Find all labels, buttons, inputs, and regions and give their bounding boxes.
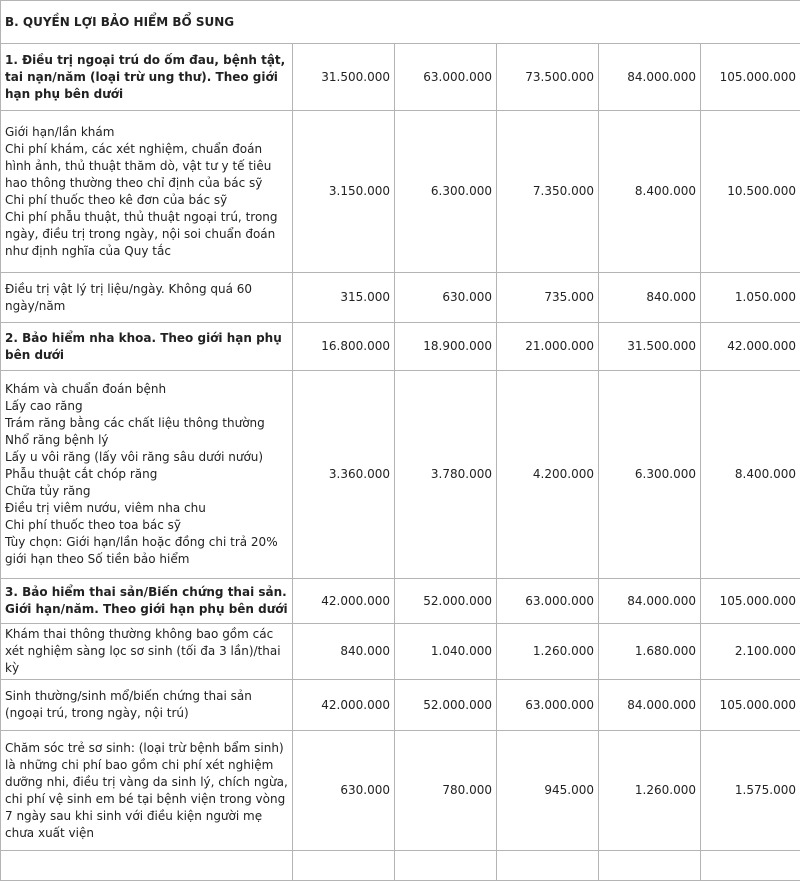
- benefit-amount-plan-1: 31.500.000: [293, 44, 395, 111]
- benefit-row: [1, 273, 800, 323]
- benefit-amount-plan-2: 52.000.000: [395, 579, 497, 624]
- benefit-amount-plan-2: 630.000: [395, 273, 497, 323]
- benefit-amount-plan-5: 105.000.000: [701, 579, 800, 624]
- benefit-amount-plan-4: 8.400.000: [599, 111, 701, 273]
- description-line: Điều trị vật lý trị liệu/ngày. Không quá 60 ngày/năm: [5, 281, 288, 315]
- benefit-amount-plan-3: 73.500.000: [497, 44, 599, 111]
- description-line: Khám thai thông thường không bao gồm các xét nghiệm sàng lọc sơ sinh (tối đa 3 lần)/thai kỳ: [5, 626, 288, 677]
- description-line: Sinh thường/sinh mổ/biến chứng thai sản (ngoại trú, trong ngày, nội trú): [5, 688, 288, 722]
- benefit-row: [1, 371, 800, 579]
- benefit-amount-plan-3: 735.000: [497, 273, 599, 323]
- benefit-amount-plan-2: 52.000.000: [395, 680, 497, 731]
- benefit-amount-plan-2: 18.900.000: [395, 323, 497, 371]
- description-line: Khám và chuẩn đoán bệnh: [5, 381, 288, 398]
- benefit-amount-plan-5: 42.000.000: [701, 323, 800, 371]
- benefit-amount-plan-1: 840.000: [293, 624, 395, 680]
- benefit-description: [1, 371, 293, 579]
- benefit-row: [1, 44, 800, 111]
- benefit-amount-plan-2: 6.300.000: [395, 111, 497, 273]
- benefit-amount-plan-2: 3.780.000: [395, 371, 497, 579]
- benefit-amount-plan-2: 1.040.000: [395, 624, 497, 680]
- benefit-amount-plan-3: 7.350.000: [497, 111, 599, 273]
- benefit-amount-plan-5: 8.400.000: [701, 371, 800, 579]
- benefit-row: [1, 731, 800, 851]
- benefit-description: [1, 731, 293, 851]
- description-line: 3. Bảo hiểm thai sản/Biến chứng thai sản. Giới hạn/năm. Theo giới hạn phụ bên dưới: [5, 584, 288, 618]
- benefit-description: [1, 273, 293, 323]
- description-line: Chăm sóc trẻ sơ sinh: (loại trừ bệnh bẩm sinh) là những chi phí bao gồm chi phí xét nghiệm dưỡng nhi, điều trị vàng da sinh lý, chích ngừa, chi phí vệ sinh em bé tại bệnh viện trong vòng 7 ngày sau khi sinh với điều kiện người mẹ chưa xuất viện: [5, 740, 288, 842]
- benefit-description: [1, 111, 293, 273]
- benefit-amount-plan-1: 315.000: [293, 273, 395, 323]
- benefit-amount-plan-4: 84.000.000: [599, 44, 701, 111]
- description-line: Chi phí thuốc theo kê đơn của bác sỹ: [5, 192, 288, 209]
- benefit-amount-plan-3: 63.000.000: [497, 579, 599, 624]
- benefit-row: [1, 680, 800, 731]
- section-header-row: [1, 1, 800, 44]
- benefit-amount-plan-4: 6.300.000: [599, 371, 701, 579]
- benefit-amount-plan-4: 84.000.000: [599, 680, 701, 731]
- benefit-description: [1, 579, 293, 624]
- benefit-amount-plan-1: 630.000: [293, 731, 395, 851]
- benefit-amount-plan-5: 10.500.000: [701, 111, 800, 273]
- description-line: Tùy chọn: Giới hạn/lần hoặc đồng chi trả 20% giới hạn theo Số tiền bảo hiểm: [5, 534, 288, 568]
- benefit-row: [1, 624, 800, 680]
- description-line: Lấy u vôi răng (lấy vôi răng sâu dưới nướu): [5, 449, 288, 466]
- benefit-amount-plan-1: 3.150.000: [293, 111, 395, 273]
- description-line: Nhổ răng bệnh lý: [5, 432, 288, 449]
- benefit-amount-plan-1: 42.000.000: [293, 680, 395, 731]
- benefit-description: [1, 44, 293, 111]
- description-line: Chi phí khám, các xét nghiệm, chuẩn đoán hình ảnh, thủ thuật thăm dò, vật tư y tế tiêu hao thông thường theo chỉ định của bác sỹ: [5, 141, 288, 192]
- benefit-amount-plan-4: 840.000: [599, 273, 701, 323]
- benefit-amount-plan-1: 3.360.000: [293, 371, 395, 579]
- benefit-description: [1, 323, 293, 371]
- description-line: Chi phí phẫu thuật, thủ thuật ngoại trú, trong ngày, điều trị trong ngày, nội soi chuẩn đoán như định nghĩa của Quy tắc: [5, 209, 288, 260]
- benefit-row: [1, 323, 800, 371]
- description-line: Phẫu thuật cắt chóp răng: [5, 466, 288, 483]
- benefit-amount-plan-4: 31.500.000: [599, 323, 701, 371]
- benefit-row: [1, 579, 800, 624]
- benefit-amount-plan-5: 1.575.000: [701, 731, 800, 851]
- benefit-row: [1, 111, 800, 273]
- benefit-amount-plan-5: 105.000.000: [701, 44, 800, 111]
- benefit-amount-plan-2: 63.000.000: [395, 44, 497, 111]
- description-line: Lấy cao răng: [5, 398, 288, 415]
- description-line: Chữa tủy răng: [5, 483, 288, 500]
- benefit-amount-plan-4: 1.260.000: [599, 731, 701, 851]
- benefit-amount-plan-3: 21.000.000: [497, 323, 599, 371]
- section-title: B. QUYỀN LỢI BẢO HIỂM BỔ SUNG: [1, 1, 800, 44]
- benefit-description: [1, 680, 293, 731]
- benefit-description: [1, 624, 293, 680]
- description-line: Điều trị viêm nướu, viêm nha chu: [5, 500, 288, 517]
- description-line: Giới hạn/lần khám: [5, 124, 288, 141]
- benefit-amount-plan-1: 16.800.000: [293, 323, 395, 371]
- benefit-amount-plan-5: 2.100.000: [701, 624, 800, 680]
- benefit-amount-plan-3: 63.000.000: [497, 680, 599, 731]
- benefit-amount-plan-2: 780.000: [395, 731, 497, 851]
- benefit-amount-plan-3: 4.200.000: [497, 371, 599, 579]
- description-line: Chi phí thuốc theo toa bác sỹ: [5, 517, 288, 534]
- benefit-amount-plan-4: 84.000.000: [599, 579, 701, 624]
- benefit-amount-plan-5: 1.050.000: [701, 273, 800, 323]
- benefit-amount-plan-5: 105.000.000: [701, 680, 800, 731]
- benefit-amount-plan-1: 42.000.000: [293, 579, 395, 624]
- benefit-amount-plan-4: 1.680.000: [599, 624, 701, 680]
- benefit-amount-plan-3: 945.000: [497, 731, 599, 851]
- description-line: 1. Điều trị ngoại trú do ốm đau, bệnh tật, tai nạn/năm (loại trừ ung thư). Theo giới hạn phụ bên dưới: [5, 52, 288, 103]
- description-line: 2. Bảo hiểm nha khoa. Theo giới hạn phụ bên dưới: [5, 330, 288, 364]
- description-line: Trám răng bằng các chất liệu thông thường: [5, 415, 288, 432]
- benefit-amount-plan-3: 1.260.000: [497, 624, 599, 680]
